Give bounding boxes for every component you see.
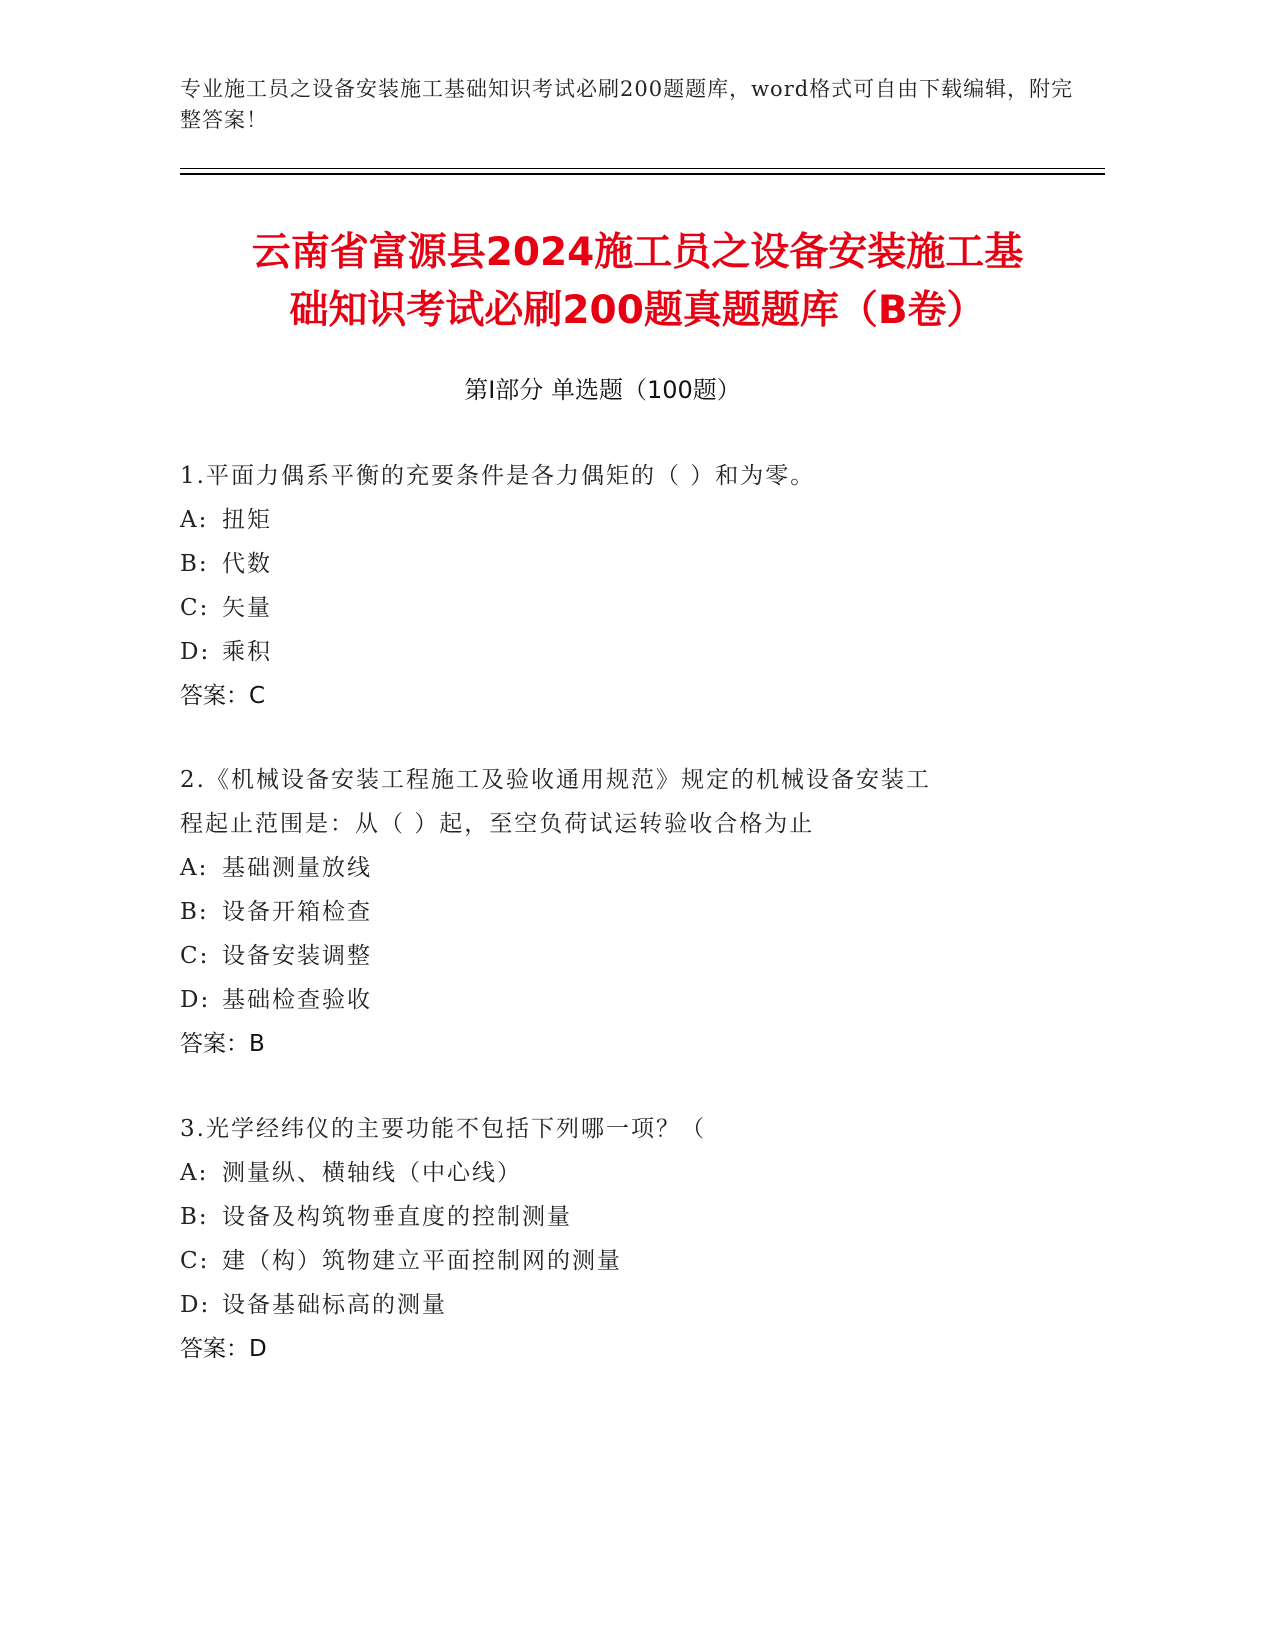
title-line-1: 云南省富源县2024施工员之设备安装施工基 (251, 230, 1024, 275)
option-b (180, 890, 1080, 934)
option-b (180, 1195, 1080, 1239)
stem-line: 程起止范围是：从（ ）起，至空负荷试运转验收合格为止 (180, 811, 815, 837)
option-letter: C: (180, 1248, 210, 1274)
question-1 (180, 454, 1080, 718)
option-letter: A: (180, 507, 209, 533)
question-3 (180, 1107, 1080, 1371)
question-stem (180, 454, 1080, 498)
option-text: 设备开箱检查 (222, 899, 372, 925)
stem-line: 2.《机械设备安装工程施工及验收通用规范》规定的机械设备安装工 (180, 767, 931, 793)
option-a (180, 846, 1080, 890)
section-heading: 第I部分 单选题（100题） (464, 376, 741, 404)
option-c (180, 586, 1080, 630)
stem-line: 1.平面力偶系平衡的充要条件是各力偶矩的（ ）和为零。 (180, 463, 816, 489)
option-a (180, 498, 1080, 542)
option-d (180, 630, 1080, 674)
option-text: 基础检查验收 (222, 987, 372, 1013)
option-text: 设备基础标高的测量 (222, 1292, 447, 1318)
option-letter: D: (180, 639, 211, 665)
question-stem (180, 1107, 1080, 1151)
option-text: 建（构）筑物建立平面控制网的测量 (222, 1248, 622, 1274)
header-rule-thick (180, 173, 1105, 175)
option-letter: B: (180, 899, 209, 925)
option-letter: A: (180, 1160, 209, 1186)
stem-line: 3.光学经纬仪的主要功能不包括下列哪一项？（ (180, 1116, 706, 1142)
option-text: 测量纵、横轴线（中心线） (222, 1160, 522, 1186)
option-text: 基础测量放线 (222, 855, 372, 881)
option-c (180, 1239, 1080, 1283)
option-text: 设备安装调整 (222, 943, 372, 969)
option-c (180, 934, 1080, 978)
header-note: 专业施工员之设备安装施工基础知识考试必刷200题题库，word格式可自由下载编辑，附完整答案！ (180, 77, 1074, 132)
option-d (180, 978, 1080, 1022)
option-letter: B: (180, 551, 209, 577)
option-letter: D: (180, 987, 211, 1013)
header-rule-thin (180, 168, 1105, 169)
answer-line: 答案：C (180, 683, 266, 709)
option-text: 矢量 (222, 595, 272, 621)
option-letter: C: (180, 595, 210, 621)
title-line-2: 础知识考试必刷200题真题题库（B卷） (289, 288, 986, 333)
option-letter: D: (180, 1292, 211, 1318)
question-2 (180, 758, 1080, 1066)
answer-line: 答案：B (180, 1031, 265, 1057)
question-stem (180, 758, 1080, 846)
option-letter: B: (180, 1204, 209, 1230)
option-text: 设备及构筑物垂直度的控制测量 (222, 1204, 572, 1230)
option-text: 代数 (222, 551, 272, 577)
option-b (180, 542, 1080, 586)
option-text: 扭矩 (222, 507, 272, 533)
document-title (150, 224, 1125, 340)
answer-line: 答案：D (180, 1336, 267, 1362)
option-letter: A: (180, 855, 209, 881)
option-letter: C: (180, 943, 210, 969)
option-text: 乘积 (222, 639, 272, 665)
option-d (180, 1283, 1080, 1327)
option-a (180, 1151, 1080, 1195)
